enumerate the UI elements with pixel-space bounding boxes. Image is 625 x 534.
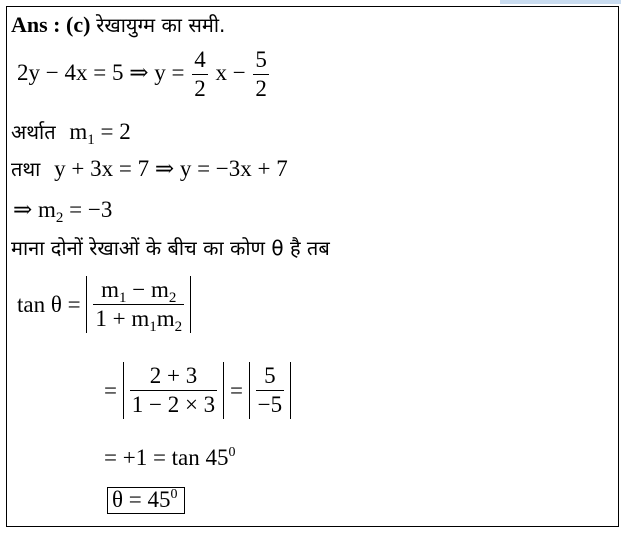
fraction-numerator: 5 (253, 48, 269, 75)
fraction-denominator: $1 + m_1m_2$ (95, 306, 183, 336)
fraction-4-2 (192, 48, 208, 101)
m2-symbol: ⇒ m (13, 197, 56, 222)
substitution-step (104, 362, 291, 419)
fraction-numerator: $m_1 - m_2$ (93, 278, 184, 305)
slope-m2-line (13, 197, 113, 226)
m1-subscript: 1 (87, 132, 95, 148)
degree-superscript: 0 (228, 445, 236, 460)
fraction-numerator: 4 (192, 48, 208, 75)
angle-sentence: माना दोनों रेखाओं के बीच का कोण θ है तब (11, 236, 330, 260)
heading-hindi: रेखायुग्म का समी. (96, 13, 226, 37)
fraction (130, 364, 217, 417)
top-accent-bar (500, 0, 621, 4)
result-step (104, 446, 236, 469)
fraction-denominator: 2 (255, 76, 267, 102)
absolute-value (123, 362, 224, 419)
m1-value: = 2 (100, 119, 131, 144)
eq1-lhs: 2y − 4x = 5 ⇒ y = (17, 59, 185, 85)
fraction-numerator: 2 + 3 (130, 364, 217, 391)
eq1-mid: x − (215, 59, 246, 85)
tan-formula (17, 276, 191, 336)
answer-label: Ans : (c) (11, 12, 91, 37)
arthaat-text: अर्थात (11, 120, 56, 144)
m2-value: = −3 (69, 197, 113, 222)
tatha-text: तथा (11, 157, 41, 181)
tan-fraction (93, 277, 184, 336)
final-answer (107, 487, 185, 514)
final-text: θ = 45 (112, 487, 171, 512)
fraction-5-2 (253, 48, 269, 101)
degree-superscript: 0 (170, 487, 178, 502)
final-answer-box (107, 487, 185, 514)
m2-subscript: 2 (55, 210, 64, 226)
absolute-value (86, 276, 191, 336)
equation-2-line (11, 157, 288, 180)
fraction-denominator: −5 (257, 392, 283, 418)
result-text: = +1 = tan 45 (104, 445, 229, 470)
m1-symbol: m (69, 119, 88, 144)
equation-2: y + 3x = 7 ⇒ y = −3x + 7 (54, 156, 288, 181)
equals-sign: = (104, 378, 117, 404)
fraction-denominator: 2 (194, 76, 206, 102)
fraction-denominator: 1 − 2 × 3 (131, 392, 216, 418)
tan-lhs: tan θ = (17, 292, 81, 318)
equation-1 (17, 48, 271, 101)
absolute-value (249, 362, 291, 419)
slope-m1-line (11, 119, 131, 148)
answer-heading (11, 13, 225, 36)
fraction (256, 364, 284, 417)
equals-sign: = (229, 378, 243, 404)
fraction-numerator: 5 (256, 364, 284, 391)
